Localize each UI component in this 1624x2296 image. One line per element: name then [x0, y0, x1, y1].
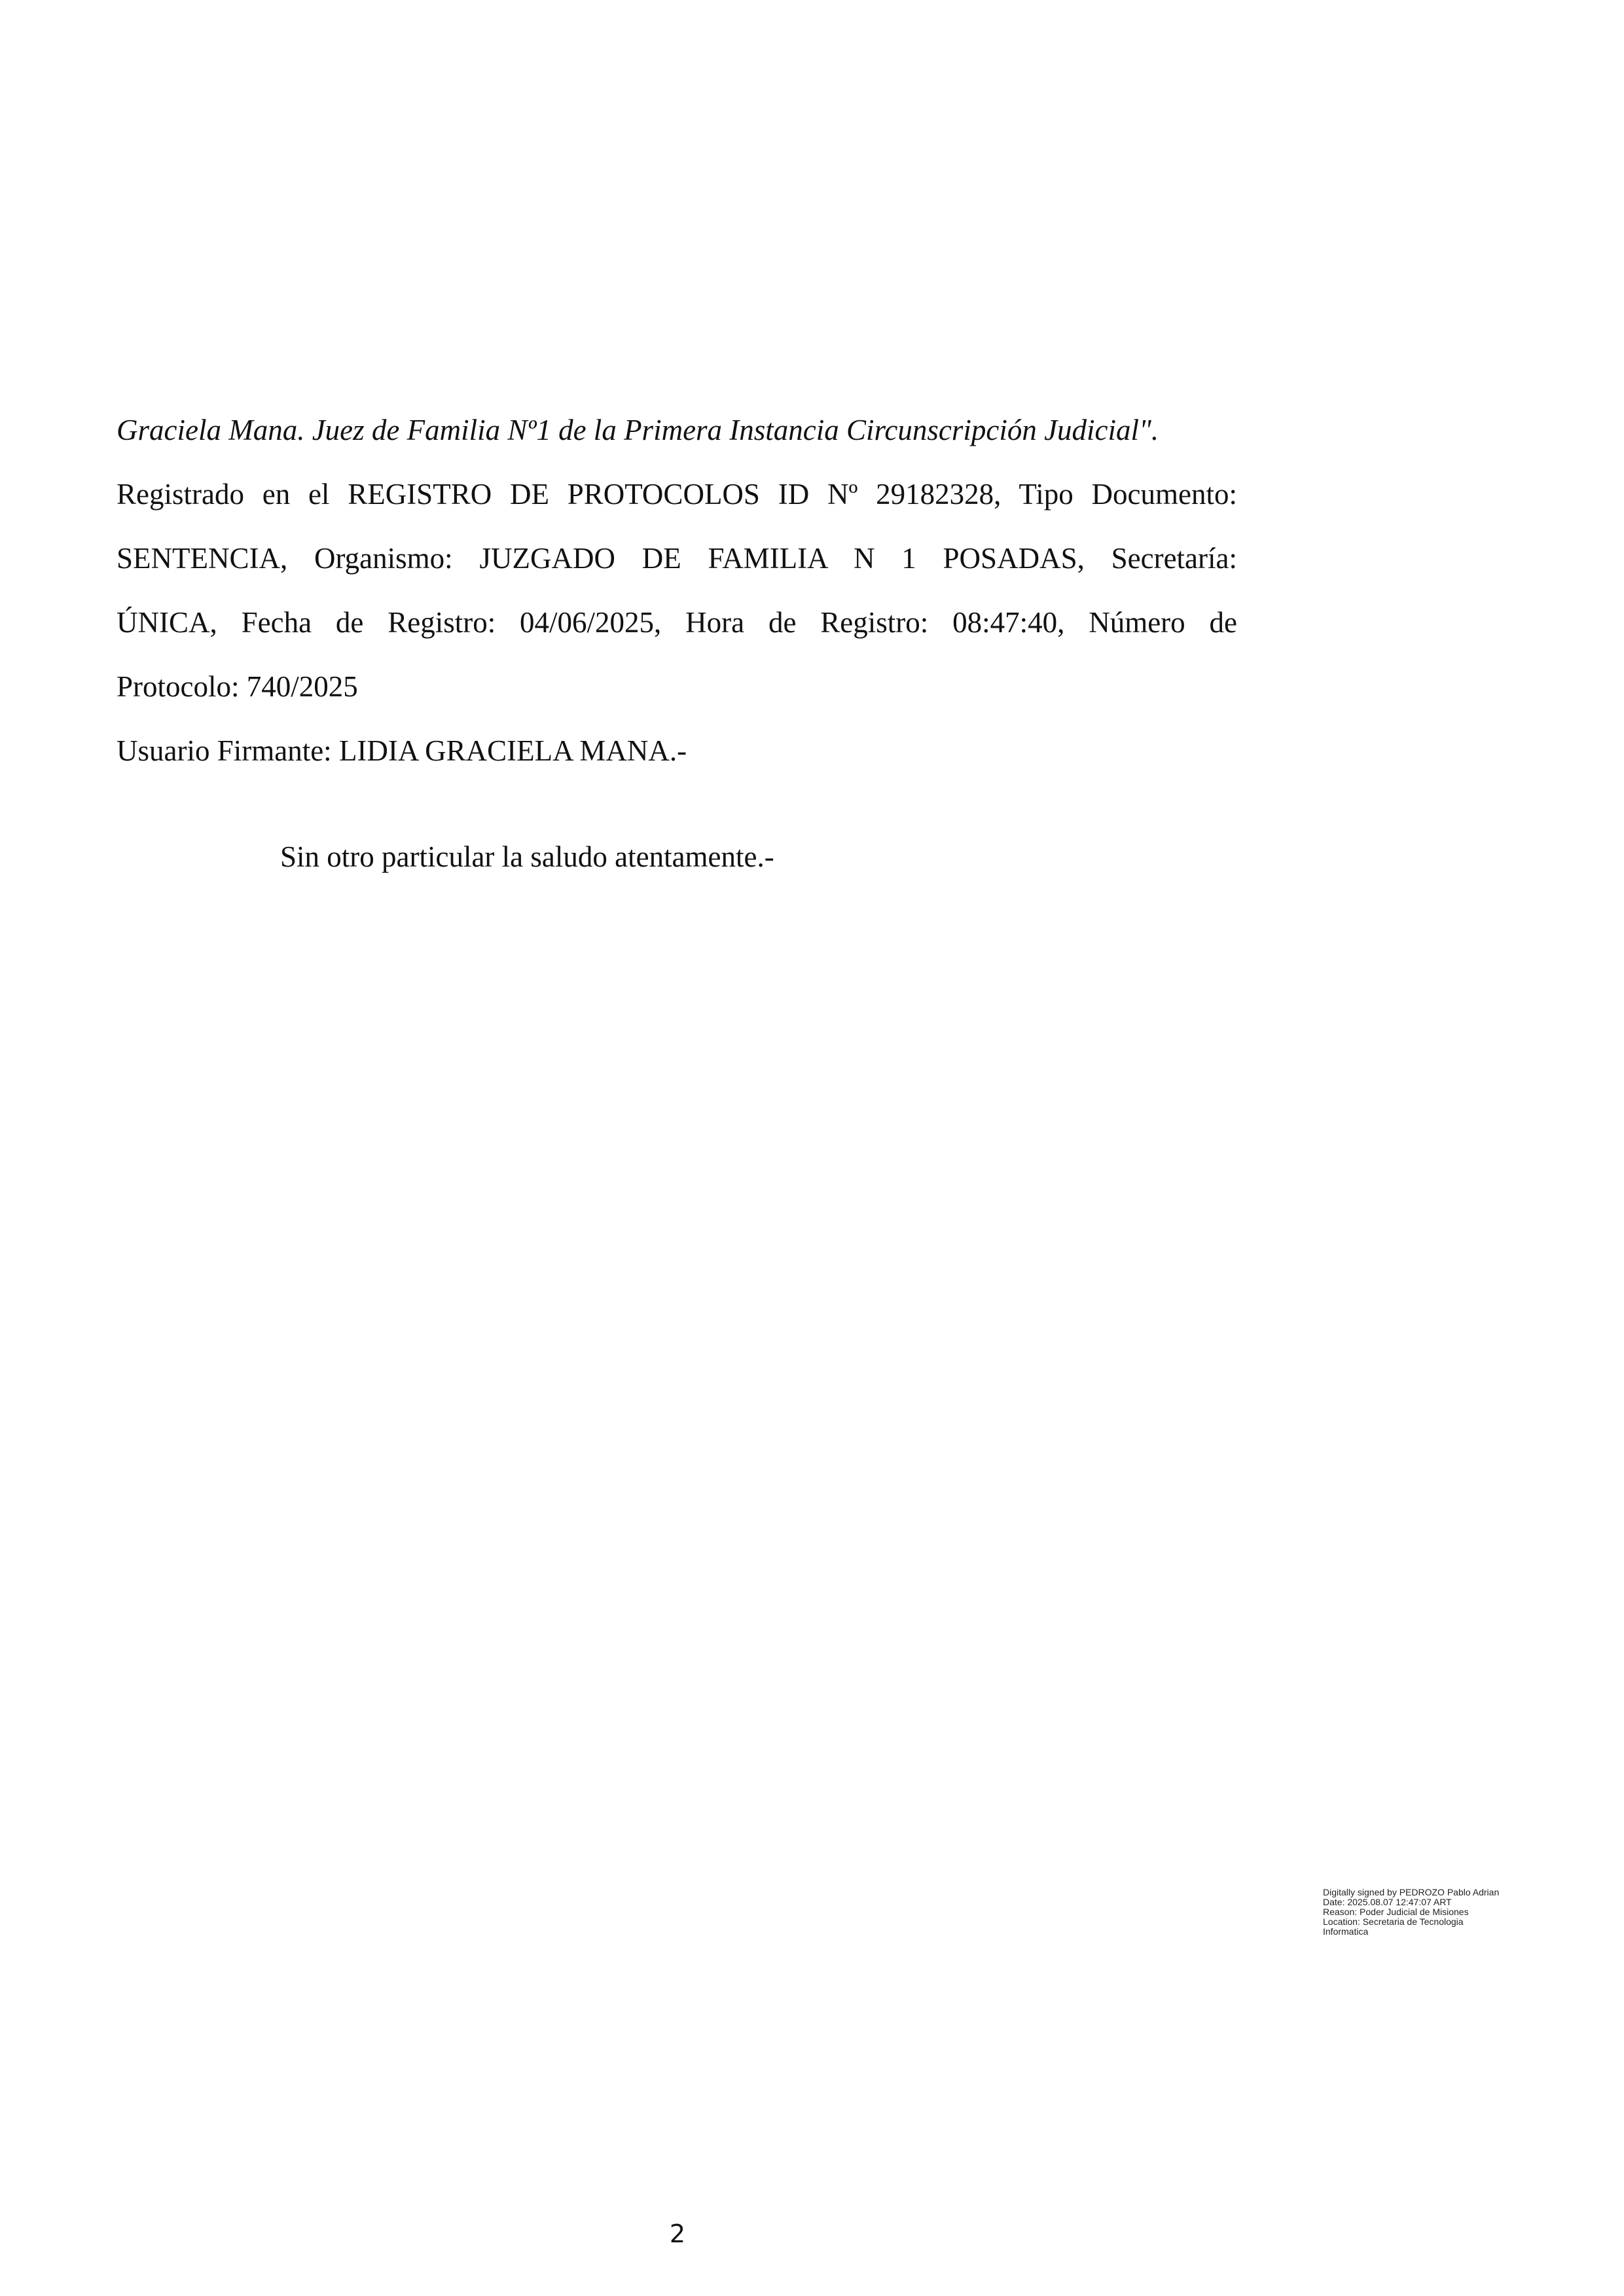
signature-location-cont: Informatica	[1323, 1926, 1369, 1937]
registration-paragraph	[117, 398, 1237, 783]
organism-line: SENTENCIA, Organismo: JUZGADO DE FAMILIA N 1 POSADAS, Secretaría:	[117, 542, 1237, 575]
signing-user-line: Usuario Firmante: LIDIA GRACIELA MANA.-	[117, 734, 687, 767]
signature-location: Location: Secretaria de Tecnologia	[1323, 1916, 1464, 1927]
judge-citation-line: Graciela Mana. Juez de Familia Nº1 de la Primera Instancia Circunscripción Judicial".	[117, 414, 1159, 446]
signature-date: Date: 2025.08.07 12:47:07 ART	[1323, 1897, 1452, 1907]
registry-line: Registrado en el REGISTRO DE PROTOCOLOS ID Nº 29182328, Tipo Documento:	[117, 478, 1237, 511]
signature-signer: Digitally signed by PEDROZO Pablo Adrian	[1323, 1887, 1500, 1897]
protocol-number-line: Protocolo: 740/2025	[117, 670, 358, 703]
registration-date-line: ÚNICA, Fecha de Registro: 04/06/2025, Hora de Registro: 08:47:40, Número de	[117, 606, 1237, 639]
page-number: 2	[669, 2219, 686, 2248]
signature-reason: Reason: Poder Judicial de Misiones	[1323, 1907, 1469, 1917]
closing-salutation: Sin otro particular la saludo atentamente.-	[280, 840, 774, 873]
digital-signature-block	[1323, 1888, 1559, 1937]
